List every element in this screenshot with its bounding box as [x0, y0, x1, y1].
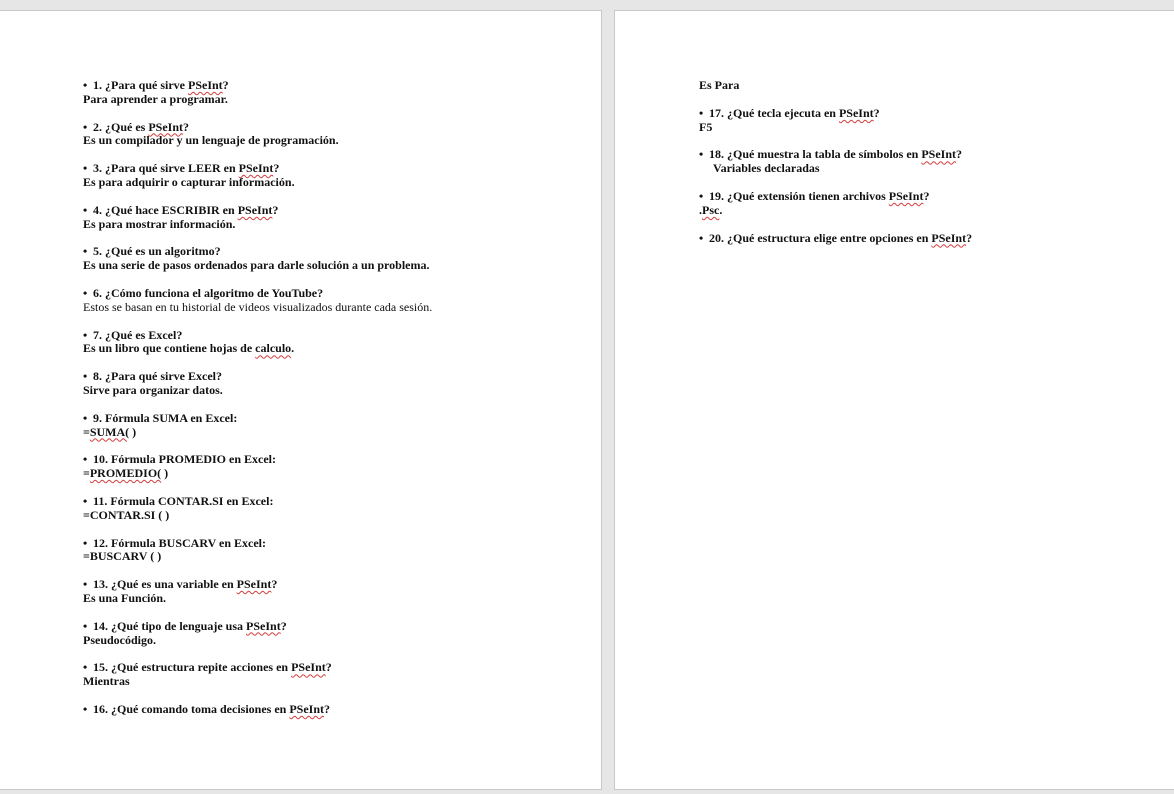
- question-line: [83, 537, 583, 551]
- qa-item: [699, 107, 1169, 135]
- question-line: [83, 620, 583, 634]
- question-text: 13. ¿Qué es una variable en: [93, 577, 237, 592]
- page-2-content: [699, 79, 1169, 259]
- answer-end: .: [719, 202, 723, 217]
- spellcheck-word: PSeInt: [921, 147, 957, 162]
- answer-end: ): [161, 466, 169, 481]
- question-text: 20. ¿Qué estructura elige entre opciones en: [709, 230, 932, 245]
- spellcheck-word: PSeInt: [289, 701, 325, 716]
- answer-text: Es un libro que contiene hojas de: [83, 341, 256, 356]
- question-text: 14. ¿Qué tipo de lenguaje usa: [93, 618, 247, 633]
- spellcheck-word: PSeInt: [188, 78, 223, 92]
- qa-item: [699, 148, 1169, 176]
- qa-item: [83, 245, 583, 273]
- spellcheck-word: PSeInt: [888, 188, 924, 203]
- bullet-icon: •: [83, 493, 88, 508]
- question-line: [83, 578, 583, 592]
- answer-line: [699, 121, 1169, 135]
- answer-line: [83, 176, 583, 190]
- answer-line: [699, 204, 1169, 218]
- answer-line: [83, 93, 583, 107]
- spellcheck-word: PSeInt: [838, 105, 874, 120]
- bullet-icon: •: [83, 452, 88, 467]
- answer-text: Variables declaradas: [713, 161, 820, 176]
- bullet-icon: •: [83, 285, 88, 300]
- question-line: [699, 148, 1169, 162]
- question-line: [699, 107, 1169, 121]
- question-end: ?: [280, 618, 287, 633]
- answer-line: [83, 342, 583, 356]
- qa-item: [83, 329, 583, 357]
- spellcheck-word: Psc: [702, 202, 720, 217]
- page-1-content: [83, 79, 583, 731]
- question-text: 11. Fórmula CONTAR.SI en Excel:: [93, 493, 274, 508]
- bullet-icon: •: [83, 618, 88, 633]
- answer-line: [83, 301, 583, 315]
- answer-text: Es una Función.: [83, 590, 167, 605]
- bullet-icon: •: [699, 230, 704, 245]
- answer-line: [83, 634, 583, 648]
- question-end: ?: [966, 230, 973, 245]
- qa-item: [83, 537, 583, 565]
- bullet-icon: •: [83, 327, 88, 342]
- answer-text: Es un compilador y un lenguaje de programación.: [83, 133, 339, 148]
- qa-item: [83, 287, 583, 315]
- question-line: [83, 204, 583, 218]
- answer-line: [699, 79, 1169, 93]
- answer-text: F5: [699, 119, 713, 134]
- answer-text: Mientras: [83, 674, 130, 689]
- question-text: 7. ¿Qué es Excel?: [93, 327, 183, 342]
- answer-end: ): [129, 424, 137, 439]
- question-line: [699, 232, 1169, 246]
- question-text: 3. ¿Para qué sirve LEER en: [93, 161, 239, 176]
- bullet-icon: •: [699, 147, 704, 162]
- bullet-icon: •: [83, 535, 88, 550]
- bullet-icon: •: [699, 105, 704, 120]
- bullet-icon: •: [83, 701, 88, 716]
- qa-item: [83, 370, 583, 398]
- question-text: 19. ¿Qué extensión tienen archivos: [709, 188, 889, 203]
- question-line: [83, 79, 583, 93]
- qa-item: [83, 121, 583, 149]
- question-text: 8. ¿Para qué sirve Excel?: [93, 369, 222, 384]
- bullet-icon: •: [83, 119, 88, 134]
- bullet-icon: •: [83, 660, 88, 675]
- question-text: 5. ¿Qué es un algoritmo?: [93, 244, 221, 259]
- answer-text: Es para mostrar información.: [83, 216, 236, 231]
- answer-text: Estos se basan en tu historial de videos visualizados durante cada sesión.: [83, 299, 433, 314]
- qa-item: [83, 204, 583, 232]
- qa-item: [699, 79, 1169, 93]
- question-end: ?: [272, 202, 279, 217]
- question-end: ?: [923, 188, 930, 203]
- qa-item: [699, 232, 1169, 246]
- qa-item: [83, 412, 583, 440]
- answer-text: Es para adquirir o capturar información.: [83, 174, 295, 189]
- answer-text: =: [83, 466, 90, 481]
- question-end: ?: [273, 161, 280, 176]
- spellcheck-word: PSeInt: [236, 577, 272, 592]
- question-end: ?: [324, 701, 331, 716]
- bullet-icon: •: [83, 202, 88, 217]
- question-line: [83, 703, 583, 717]
- spellcheck-word: PSeInt: [237, 202, 273, 217]
- document-page-1: [0, 10, 602, 790]
- qa-item: [83, 661, 583, 689]
- answer-line: [83, 467, 583, 481]
- question-line: [83, 661, 583, 675]
- answer-line: [83, 592, 583, 606]
- answer-text: =CONTAR.SI ( ): [83, 507, 170, 522]
- question-line: [83, 287, 583, 301]
- spellcheck-word: PSeInt: [291, 660, 326, 675]
- question-end: ?: [183, 119, 190, 134]
- question-text: 16. ¿Qué comando toma decisiones en: [93, 701, 290, 716]
- bullet-icon: •: [83, 78, 88, 92]
- answer-text: Es Para: [699, 78, 740, 92]
- question-text: 17. ¿Qué tecla ejecuta en: [709, 105, 839, 120]
- question-text: 1. ¿Para qué sirve: [93, 78, 188, 92]
- question-line: [83, 370, 583, 384]
- answer-text: Sirve para organizar datos.: [83, 382, 223, 397]
- question-line: [83, 495, 583, 509]
- question-text: 10. Fórmula PROMEDIO en Excel:: [93, 452, 276, 467]
- spellcheck-word: PSeInt: [238, 161, 274, 176]
- qa-item: [83, 703, 583, 717]
- question-text: 6. ¿Cómo funciona el algoritmo de YouTube?: [93, 285, 324, 300]
- answer-line: [83, 426, 583, 440]
- question-line: [699, 190, 1169, 204]
- question-line: [83, 162, 583, 176]
- qa-item: [83, 495, 583, 523]
- qa-item: [83, 453, 583, 481]
- spellcheck-word: PSeInt: [246, 618, 281, 633]
- answer-text: =: [83, 424, 90, 439]
- qa-item: [83, 79, 583, 107]
- question-end: ?: [271, 577, 278, 592]
- question-text: 2. ¿Qué es: [93, 119, 149, 134]
- answer-text: Es una serie de pasos ordenados para darle solución a un problema.: [83, 258, 430, 273]
- answer-line: [83, 675, 583, 689]
- question-line: [83, 412, 583, 426]
- question-text: 9. Fórmula SUMA en Excel:: [93, 410, 238, 425]
- question-line: [83, 453, 583, 467]
- answer-end: .: [291, 341, 295, 356]
- answer-line: [699, 162, 1169, 176]
- bullet-icon: •: [699, 188, 704, 203]
- spellcheck-word: PSeInt: [148, 119, 184, 134]
- question-line: [83, 329, 583, 343]
- spellcheck-word: SUMA(: [89, 424, 130, 439]
- question-text: 15. ¿Qué estructura repite acciones en: [93, 660, 292, 675]
- question-text: 4. ¿Qué hace ESCRIBIR en: [93, 202, 238, 217]
- answer-text: =BUSCARV ( ): [83, 549, 162, 564]
- question-end: ?: [325, 660, 332, 675]
- question-text: 18. ¿Qué muestra la tabla de símbolos en: [709, 147, 922, 162]
- qa-item: [83, 162, 583, 190]
- answer-line: [83, 384, 583, 398]
- question-end: ?: [956, 147, 963, 162]
- document-page-2: [614, 10, 1174, 790]
- question-line: [83, 245, 583, 259]
- answer-line: [83, 550, 583, 564]
- answer-line: [83, 218, 583, 232]
- question-text: 12. Fórmula BUSCARV en Excel:: [93, 535, 267, 550]
- answer-text: Para aprender a programar.: [83, 91, 228, 106]
- question-line: [83, 121, 583, 135]
- bullet-icon: •: [83, 410, 88, 425]
- bullet-icon: •: [83, 577, 88, 592]
- qa-item: [699, 190, 1169, 218]
- question-end: ?: [873, 105, 880, 120]
- qa-item: [83, 578, 583, 606]
- bullet-icon: •: [83, 369, 88, 384]
- spellcheck-word: calculo: [255, 341, 292, 356]
- spellcheck-word: PROMEDIO(: [89, 466, 162, 481]
- bullet-icon: •: [83, 161, 88, 176]
- bullet-icon: •: [83, 244, 88, 259]
- spellcheck-word: PSeInt: [931, 230, 967, 245]
- answer-line: [83, 134, 583, 148]
- answer-line: [83, 259, 583, 273]
- answer-text: .: [699, 202, 702, 217]
- qa-item: [83, 620, 583, 648]
- answer-line: [83, 509, 583, 523]
- question-end: ?: [222, 78, 229, 92]
- answer-text: Pseudocódigo.: [83, 632, 157, 647]
